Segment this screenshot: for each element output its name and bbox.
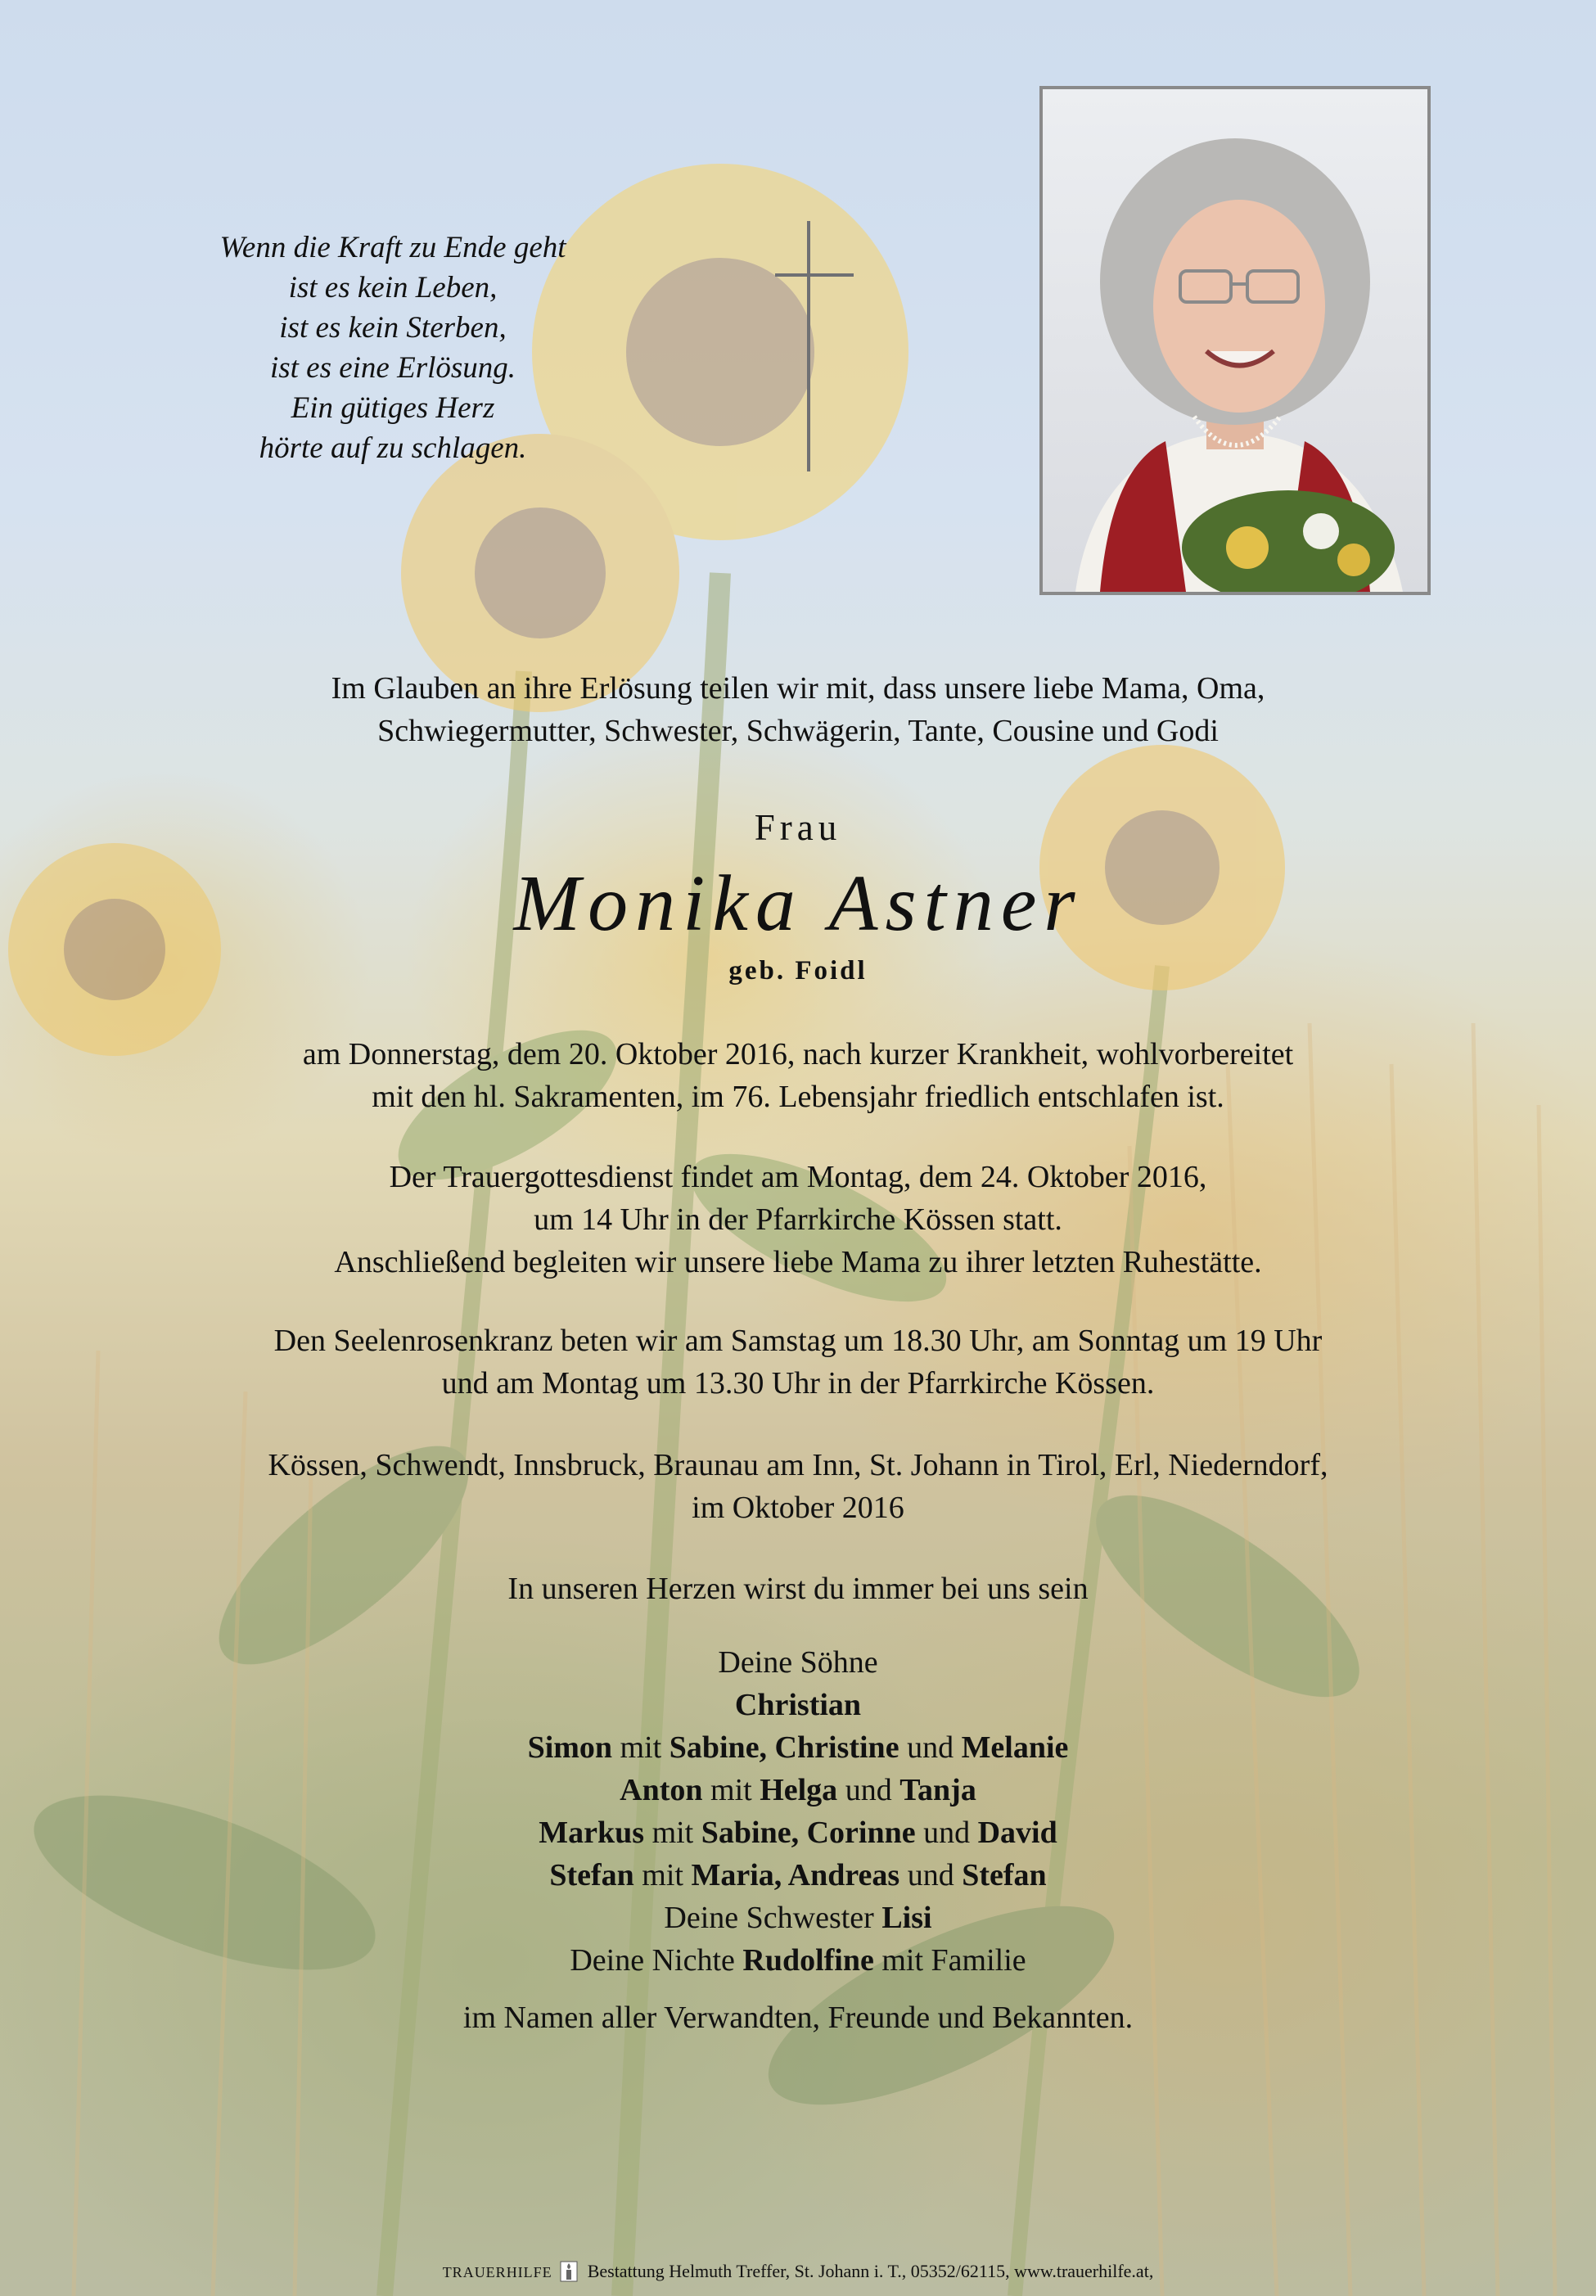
cross-icon — [773, 219, 855, 473]
poem — [147, 228, 638, 468]
intro-line: Im Glauben an ihre Erlösung teilen wir mit, dass unsere liebe Mama, Oma, — [331, 671, 1265, 706]
rosary-line: und am Montag um 13.30 Uhr in der Pfarrkirche Kössen. — [441, 1366, 1155, 1401]
family-names: Maria, Andreas — [691, 1858, 900, 1892]
closing-text: In unseren Herzen wirst du immer bei uns sein — [507, 1572, 1089, 1606]
poem-line: ist es eine Erlösung. — [269, 351, 516, 385]
death-notice-line: mit den hl. Sakramenten, im 76. Lebensjahr friedlich entschlafen ist. — [372, 1080, 1224, 1114]
salutation: Frau — [754, 807, 842, 848]
connector: und — [907, 1730, 954, 1765]
death-notice-line: am Donnerstag, dem 20. Oktober 2016, nach kurzer Krankheit, wohlvorbereitet — [302, 1037, 1294, 1071]
family-line — [0, 1726, 1596, 1769]
footer-brand: TRAUERHILFE — [442, 2264, 552, 2280]
family-line — [0, 1684, 1596, 1726]
portrait-photo-frame — [1039, 86, 1431, 595]
son-name: Simon — [527, 1730, 613, 1765]
son-name: Christian — [734, 1688, 862, 1722]
family-line — [0, 1769, 1596, 1811]
family-names: Sabine, Christine — [669, 1730, 899, 1765]
poem-line: ist es kein Sterben, — [279, 311, 507, 345]
funeral-line: um 14 Uhr in der Pfarrkirche Kössen statt. — [534, 1202, 1062, 1237]
family-names: Stefan — [962, 1858, 1047, 1892]
son-name: Anton — [620, 1773, 703, 1807]
niece-name: Rudolfine — [742, 1943, 874, 1978]
on-behalf-line: im Namen aller Verwandten, Freunde und Bekannten. — [462, 2001, 1134, 2035]
funeral-line: Anschließend begleiten wir unsere liebe Mama zu ihrer letzten Ruhestätte. — [334, 1245, 1262, 1279]
footer-text: Bestattung Helmuth Treffer, St. Johann i. T., 05352/62115, www.trauerhilfe.at, — [587, 2261, 1154, 2281]
niece-suffix: mit Familie — [881, 1943, 1026, 1978]
birth-name: geb. Foidl — [728, 956, 868, 986]
family-line — [0, 1854, 1596, 1897]
rosary-line: Den Seelenrosenkranz beten wir am Samstag um 18.30 Uhr, am Sonntag um 19 Uhr — [273, 1324, 1323, 1358]
intro-text — [82, 667, 1514, 752]
sons-label: Deine Söhne — [718, 1645, 878, 1680]
family-line — [0, 1897, 1596, 1939]
connector: und — [907, 1858, 954, 1892]
footer — [0, 2261, 1596, 2283]
family-names: Tanja — [899, 1773, 976, 1807]
funeral-info — [65, 1156, 1531, 1283]
family-names: Helga — [760, 1773, 838, 1807]
connector: mit — [642, 1858, 683, 1892]
family-names: Sabine, Corinne — [701, 1816, 916, 1850]
closing-line — [65, 1568, 1531, 1610]
poem-line: Wenn die Kraft zu Ende geht — [219, 231, 566, 264]
connector: mit — [620, 1730, 662, 1765]
rosary-info — [65, 1319, 1531, 1405]
death-notice — [65, 1033, 1531, 1118]
poem-line: ist es kein Leben, — [288, 271, 498, 304]
connector: und — [845, 1773, 892, 1807]
poem-line: hörte auf zu schlagen. — [259, 431, 527, 465]
places-and-date — [65, 1444, 1531, 1529]
candle-icon — [560, 2261, 578, 2282]
connector: und — [923, 1816, 971, 1850]
places-line: Kössen, Schwendt, Innsbruck, Braunau am Inn, St. Johann in Tirol, Erl, Niederndorf, — [268, 1448, 1328, 1482]
family-names: David — [977, 1816, 1057, 1850]
poem-line: Ein gütiges Herz — [291, 391, 495, 425]
portrait-photo — [1043, 89, 1427, 592]
connector: mit — [710, 1773, 752, 1807]
family-line — [0, 1811, 1596, 1854]
sister-name: Lisi — [881, 1901, 932, 1935]
intro-line: Schwiegermutter, Schwester, Schwägerin, Tante, Cousine und Godi — [377, 714, 1219, 748]
niece-label: Deine Nichte — [570, 1943, 735, 1978]
funeral-line: Der Trauergottesdienst findet am Montag, dem 24. Oktober 2016, — [389, 1160, 1207, 1194]
family-names: Melanie — [961, 1730, 1069, 1765]
family-list — [0, 1641, 1596, 2039]
connector: mit — [651, 1816, 694, 1850]
son-name: Stefan — [549, 1858, 634, 1892]
places-line: im Oktober 2016 — [692, 1491, 904, 1525]
family-line — [0, 1939, 1596, 1982]
deceased-name: Monika Astner — [513, 859, 1083, 948]
son-name: Markus — [539, 1816, 645, 1850]
sister-label: Deine Schwester — [664, 1901, 874, 1935]
